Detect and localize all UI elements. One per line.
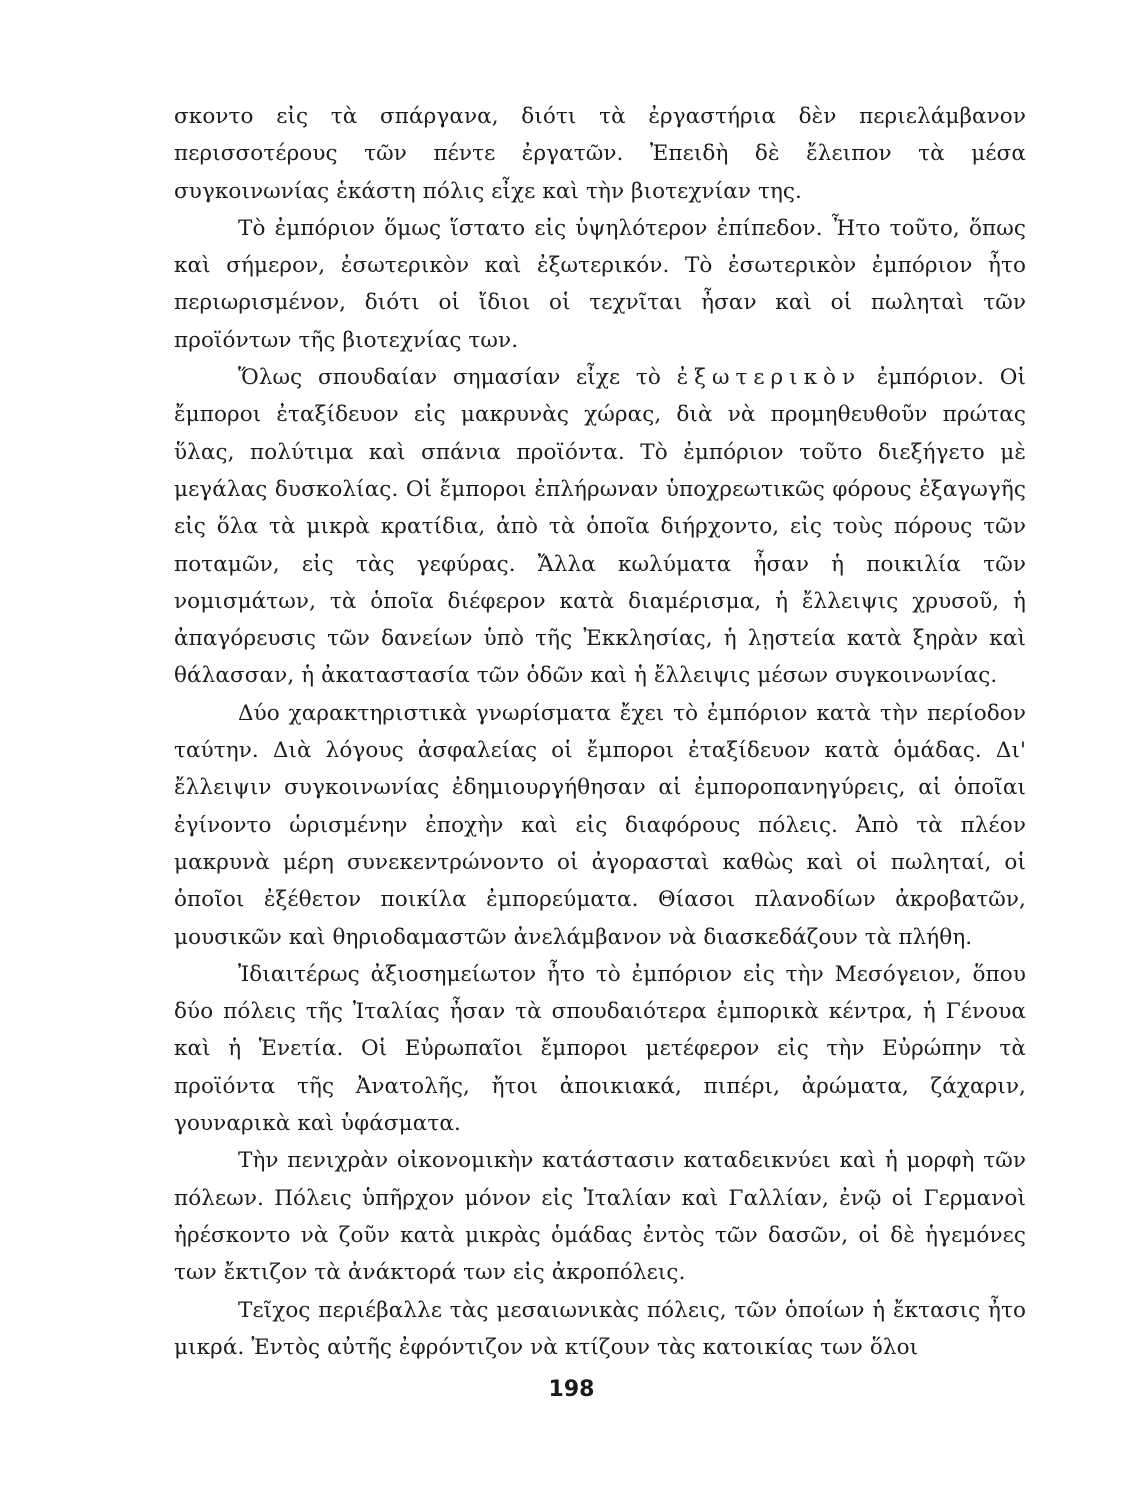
paragraph-5: Ἰδιαιτέρως ἀξιοσημείωτον ἦτο τὸ ἐμπόριον εἰς τὴν Μεσόγειον, ὅπου δύο πόλεις τῆς Ἰταλίας ἦσαν τὰ σπουδαιότερα ἐμπορικὰ κέντρα, ἡ Γένουα καὶ ἡ Ἑνετία. Οἱ Εὐρωπαῖοι ἔμποροι μετέφερον εἰς τὴν Εὐρώπην τὰ προϊόντα τῆς Ἀνατολῆς, ἤτοι ἀποικιακά, πιπέρι, ἀρώματα, ζάχαριν, γουναρικὰ καὶ ὑφάσματα. — [174, 961, 1026, 1137]
spaced-emphasis-word: ἐξωτερικὸν — [676, 365, 862, 391]
paragraph-2: Τὸ ἐμπόριον ὅμως ἵστατο εἰς ὑψηλότερον ἐπίπεδον. Ἦτο τοῦτο, ὅπως καὶ σήμερον, ἐσωτερικὸν καὶ ἐξωτερικόν. Τὸ ἐσωτερικὸν ἐμπόριον ἦτο περιωρισμένον, διότι οἱ ἴδιοι οἱ τεχνῖται ἦσαν καὶ οἱ πωληταὶ τῶν προϊόντων τῆς βιοτεχνίας των. — [174, 215, 1026, 353]
paragraph-6: Τὴν πενιχρὰν οἰκονομικὴν κατάστασιν καταδεικνύει καὶ ἡ μορφὴ τῶν πόλεων. Πόλεις ὑπῆρχον μόνον εἰς Ἰταλίαν καὶ Γαλλίαν, ἐνῷ οἱ Γερμανοὶ ἠρέσκοντο νὰ ζοῦν κατὰ μικρὰς ὁμάδας ἐντὸς τῶν δασῶν, οἱ δὲ ἡγεμόνες των ἔκτιζον τὰ ἀνάκτορά των εἰς ἀκροπόλεις. — [174, 1148, 1026, 1286]
paragraph-3 — [174, 359, 1026, 695]
paragraph-4: Δύο χαρακτηριστικὰ γνωρίσματα ἔχει τὸ ἐμπόριον κατὰ τὴν περίοδον ταύτην. Διὰ λόγους ἀσφαλείας οἱ ἔμποροι ἐταξίδευον κατὰ ὁμάδας. Δι' ἔλλειψιν συγκοινωνίας ἐδημιουργήθησαν αἱ ἐμποροπανηγύρεις, αἱ ὁποῖαι ἐγίνοντο ὡρισμένην ἐποχὴν καὶ εἰς διαφόρους πόλεις. Ἀπὸ τὰ πλέον μακρυνὰ μέρη συνεκεντρώνοντο οἱ ἀγορασταὶ καθὼς καὶ οἱ πωληταί, οἱ ὁποῖοι ἐξέθετον ποικίλα ἐμπορεύματα. Θίασοι πλανοδίων ἀκροβατῶν, μουσικῶν καὶ θηριοδαμαστῶν ἀνελάμβανον νὰ διασκεδάζουν τὰ πλήθη. — [174, 700, 1026, 950]
paragraph-1: σκοντο εἰς τὰ σπάργανα, διότι τὰ ἐργαστήρια δὲν περιελάμβανον περισσοτέρους τῶν πέντε ἐργατῶν. Ἐπειδὴ δὲ ἔλειπον τὰ μέσα συγκοινωνίας ἑκάστη πόλις εἶχε καὶ τὴν βιοτεχνίαν της. — [174, 104, 1026, 204]
body-text — [174, 98, 1026, 1366]
paragraph-7: Τεῖχος περιέβαλλε τὰς μεσαιωνικὰς πόλεις, τῶν ὁποίων ἡ ἔκτασις ἦτο μικρά. Ἐντὸς αὐτῆς ἐφρόντιζον νὰ κτίζουν τὰς κατοικίας των ὅλοι — [174, 1297, 1026, 1360]
paragraph-3-rest: ἐμπόριον. Οἱ ἔμποροι ἐταξίδευον εἰς μακρυνὰς χώρας, διὰ νὰ προμηθευθοῦν πρώτας ὕλας, πολύτιμα καὶ σπάνια προϊόντα. Τὸ ἐμπόριον τοῦτο διεξήγετο μὲ μεγάλας δυσκολίας. Οἱ ἔμποροι ἐπλήρωναν ὑποχρεωτικῶς φόρους ἐξαγωγῆς εἰς ὅλα τὰ μικρὰ κρατίδια, ἀπὸ τὰ ὁποῖα διήρχοντο, εἰς τοὺς πόρους τῶν ποταμῶν, εἰς τὰς γεφύρας. Ἄλλα κωλύματα ἦσαν ἡ ποικιλία τῶν νομισμάτων, τὰ ὁποῖα διέφερον κατὰ διαμέρισμα, ἡ ἔλλειψις χρυσοῦ, ἡ ἀπαγόρευσις τῶν δανείων ὑπὸ τῆς Ἐκκλησίας, ἡ λῃστεία κατὰ ξηρὰν καὶ θάλασσαν, ἡ ἀκαταστασία τῶν ὁδῶν καὶ ἡ ἔλλειψις μέσων συγκοινωνίας. — [174, 365, 1027, 689]
page-number: 198 — [548, 1377, 595, 1402]
paragraph-3-start: Ὅλως σπουδαίαν σημασίαν εἶχε τὸ — [238, 365, 661, 391]
